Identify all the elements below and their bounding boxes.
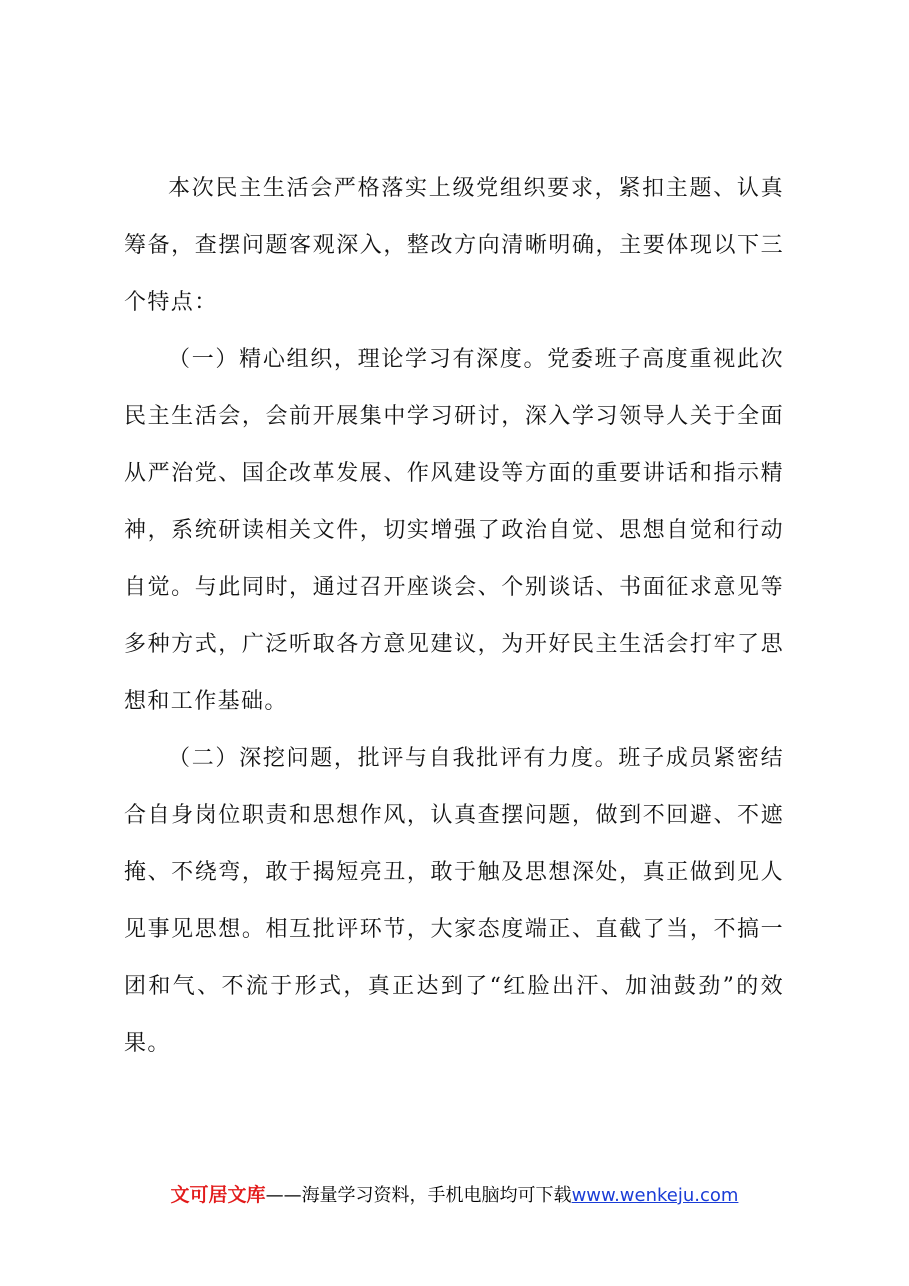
paragraph-section-1: （一）精心组织，理论学习有深度。党委班子高度重视此次民主生活会，会前开展集中学习研讨，深入学习领导人关于全面从严治党、国企改革发展、作风建设等方面的重要讲话和指示精神，系统研读相关文件，切实增强了政治自觉、思想自觉和行动自觉。与此同时，通过召开座谈会、个别谈话、书面征求意见等多种方式，广泛听取各方意见建议，为开好民主生活会打牢了思想和工作基础。 xyxy=(124,347,784,714)
footer-website-link[interactable]: www.wenkeju.com xyxy=(571,1185,739,1206)
paragraph-section-2: （二）深挖问题，批评与自我批评有力度。班子成员紧密结合自身岗位职责和思想作风，认真查摆问题，做到不回避、不遮掩、不绕弯，敢于揭短亮丑，敢于触及思想深处，真正做到见人见事见思想。相互批评环节，大家态度端正、直截了当，不搞一团和气、不流于形式，真正达到了“红脸出汗、加油鼓劲”的效果。 xyxy=(124,746,784,1056)
footer-banner xyxy=(0,1180,909,1211)
footer-brand: 文可居文库 xyxy=(170,1184,266,1206)
paragraph-intro: 本次民主生活会严格落实上级党组织要求，紧扣主题、认真筹备，查摆问题客观深入，整改方向清晰明确，主要体现以下三个特点： xyxy=(124,176,784,315)
footer-tagline: ——海量学习资料，手机电脑均可下载 xyxy=(265,1185,572,1206)
document-body xyxy=(124,160,784,1072)
